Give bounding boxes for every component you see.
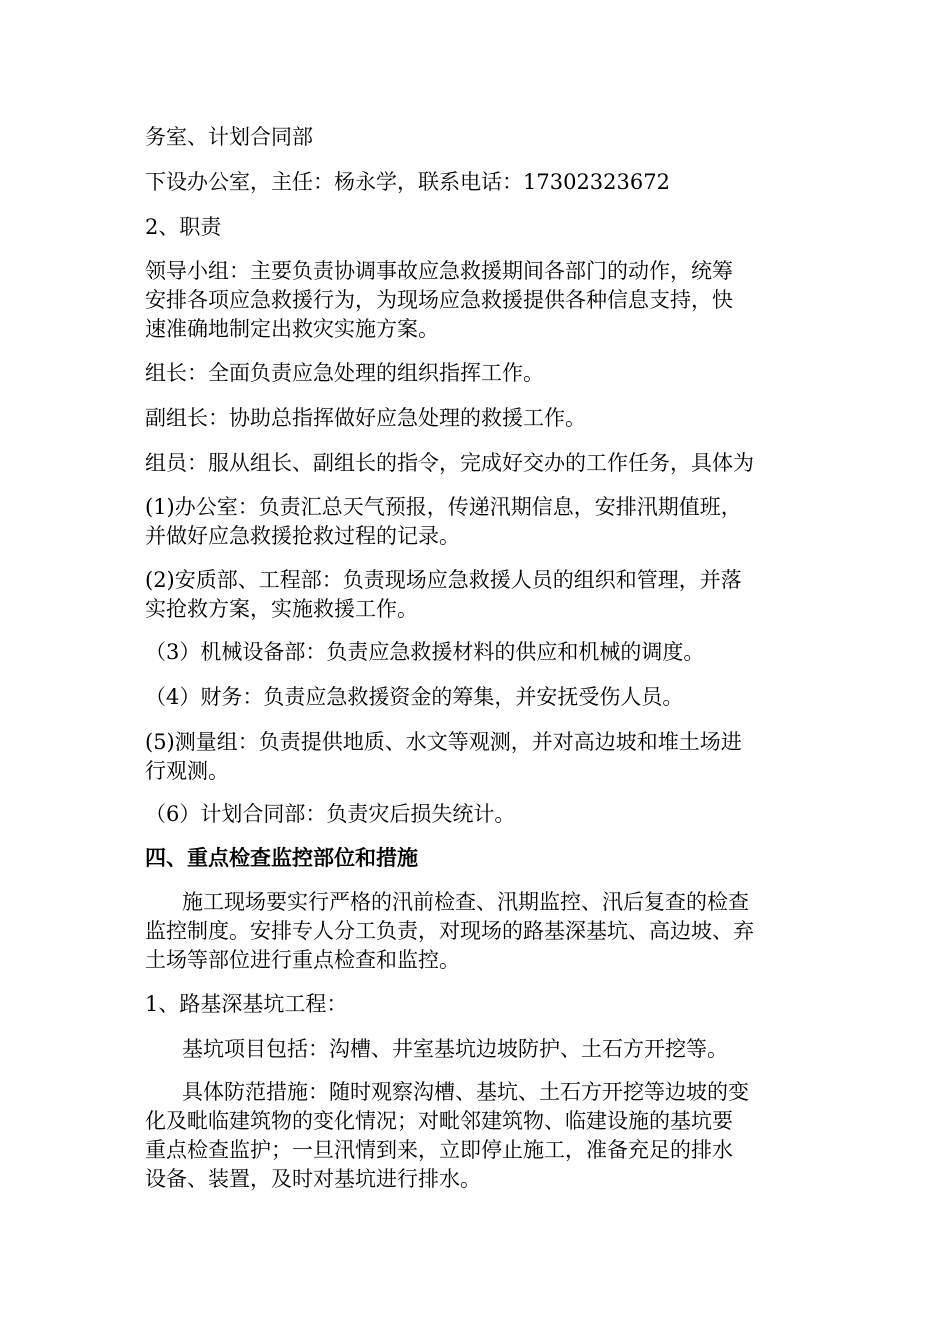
- leader-group-line-3: 速准确地制定出救灾实施方案。: [145, 317, 439, 341]
- section-4-heading: 四、重点检查监控部位和措施: [145, 845, 418, 870]
- item-5-line-2: 行观测。: [145, 759, 229, 783]
- item-2-line-1: (2)安质部、工程部：负责现场应急救援人员的组织和管理，并落: [145, 568, 742, 592]
- section-4-para-line-2: 监控制度。安排专人分工负责，对现场的路基深基坑、高边坡、弃: [145, 919, 754, 943]
- roadbed-pit-subtitle: 1、路基深基坑工程：: [145, 992, 348, 1016]
- item-2-line-2: 实抢救方案，实施救援工作。: [145, 597, 418, 621]
- chief-duty: 组长：全面负责应急处理的组织指挥工作。: [145, 361, 544, 385]
- item-5-line-1: (5)测量组：负责提供地质、水文等观测，并对高边坡和堆土场进: [145, 730, 742, 754]
- leader-group-line-1: 领导小组：主要负责协调事故应急救援期间各部门的动作，统筹: [145, 259, 733, 283]
- office-contact-line: 下设办公室，主任：杨永学，联系电话：17302323672: [145, 170, 670, 194]
- item-1-line-2: 并做好应急救援抢救过程的记录。: [145, 524, 460, 548]
- measures-line-2: 化及毗临建筑物的变化情况；对毗邻建筑物、临建设施的基坑要: [145, 1109, 733, 1133]
- section-4-para-line-1: 施工现场要实行严格的汛前检查、汛期监控、汛后复查的检查: [182, 890, 749, 914]
- pit-items-paragraph: 基坑项目包括：沟槽、井室基坑边坡防护、土石方开挖等。: [182, 1037, 728, 1061]
- item-6: （6）计划合同部：负责灾后损失统计。: [145, 802, 516, 826]
- vice-chief-duty: 副组长：协助总指挥做好应急处理的救援工作。: [145, 406, 586, 430]
- paragraph-continued: 务室、计划合同部: [145, 125, 313, 149]
- item-4: （4）财务：负责应急救援资金的筹集，并安抚受伤人员。: [145, 685, 684, 709]
- item-3: （3）机械设备部：负责应急救援材料的供应和机械的调度。: [145, 640, 705, 664]
- duty-subtitle: 2、职责: [145, 215, 222, 239]
- measures-line-4: 设备、装置，及时对基坑进行排水。: [145, 1167, 481, 1191]
- item-1-line-1: (1)办公室：负责汇总天气预报，传递汛期信息，安排汛期值班，: [145, 495, 742, 519]
- measures-line-1: 具体防范措施：随时观察沟槽、基坑、土石方开挖等边坡的变: [182, 1080, 749, 1104]
- section-4-para-line-3: 土场等部位进行重点检查和监控。: [145, 948, 460, 972]
- measures-line-3: 重点检查监护；一旦汛情到来，立即停止施工，准备充足的排水: [145, 1138, 733, 1162]
- leader-group-line-2: 安排各项应急救援行为，为现场应急救援提供各种信息支持，快: [145, 288, 733, 312]
- member-duty: 组员：服从组长、副组长的指令，完成好交办的工作任务，具体为: [145, 451, 754, 475]
